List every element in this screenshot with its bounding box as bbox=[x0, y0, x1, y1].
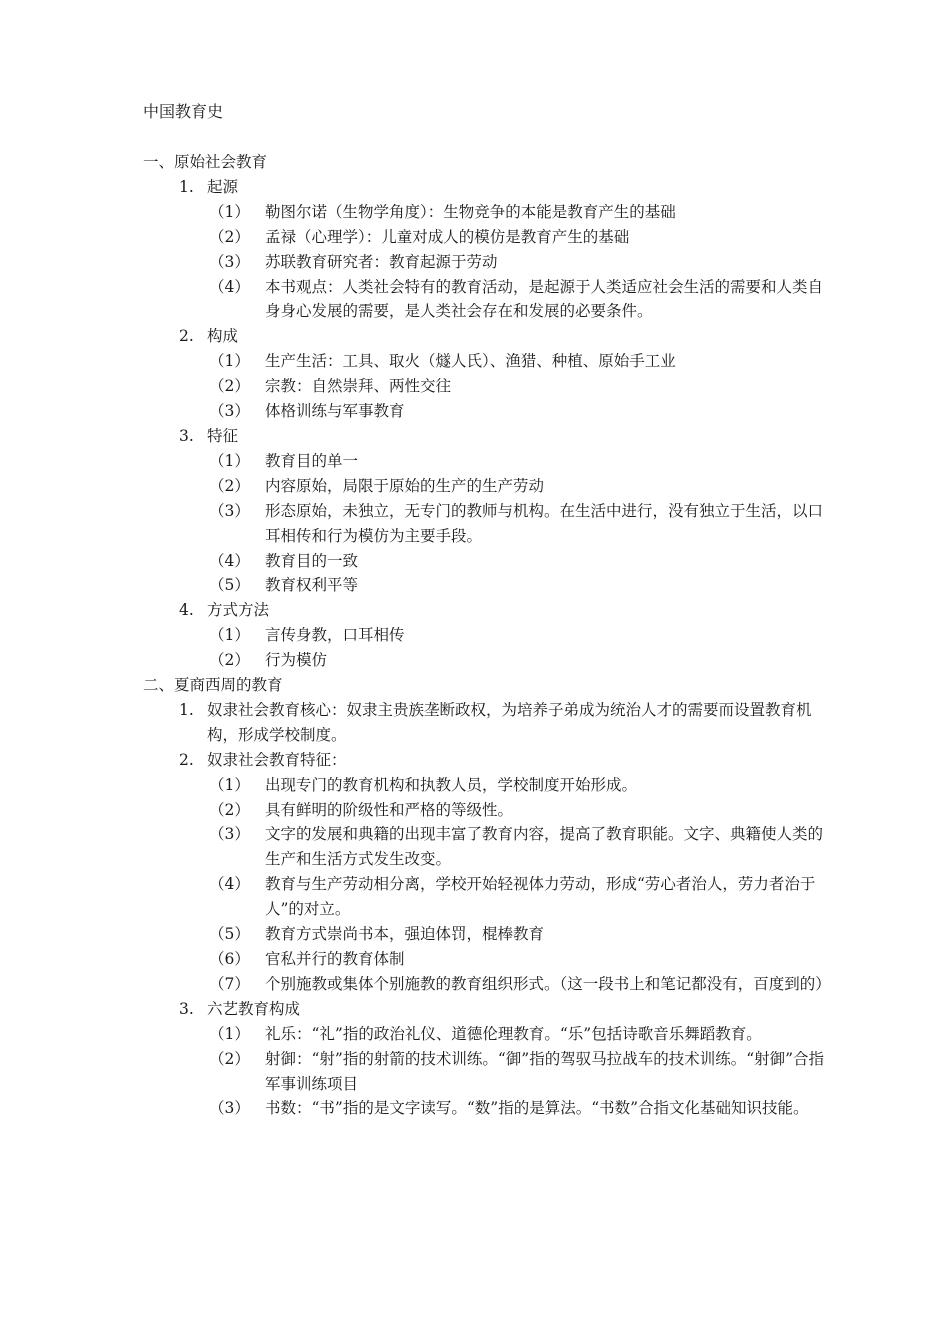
sub-item-number: （3） bbox=[209, 1099, 250, 1118]
sub-list-item bbox=[143, 399, 833, 424]
list-item bbox=[143, 424, 833, 449]
list-item bbox=[143, 175, 833, 200]
sub-item-text: 具有鲜明的阶级性和严格的等级性。 bbox=[265, 800, 514, 819]
sub-item-number: （1） bbox=[209, 775, 250, 794]
sub-item-text: 射御：“射”指的射箭的技术训练。“御”指的驾驭马拉战车的技术训练。“射御”合指军事训练项目 bbox=[265, 1049, 825, 1093]
sub-item-number: （4） bbox=[209, 551, 250, 570]
list-item bbox=[143, 997, 833, 1022]
sub-item-text: 宗教：自然崇拜、两性交往 bbox=[265, 377, 452, 396]
sub-item-text: 教育方式崇尚书本，强迫体罚，棍棒教育 bbox=[265, 925, 545, 944]
sub-item-number: （6） bbox=[209, 950, 250, 968]
sub-item-text: 生产生活：工具、取火（燧人氏）、渔猎、种植、原始手工业 bbox=[265, 352, 676, 371]
sub-item-text: 文字的发展和典籍的出现丰富了教育内容，提高了教育职能。文字、典籍使人类的生产和生活方式发生改变。 bbox=[265, 825, 824, 869]
sub-item-text: 书数：“书”指的是文字读写。“数”指的是算法。“书数”合指文化基础知识技能。 bbox=[265, 1099, 809, 1118]
item-label: 奴隶社会教育特征： bbox=[207, 750, 347, 769]
list-item bbox=[143, 698, 833, 748]
sub-item-text: 教育目的单一 bbox=[265, 451, 359, 470]
section-heading: 二、夏商西周的教育 bbox=[143, 676, 283, 695]
sub-item-text: 官私并行的教育体制 bbox=[265, 950, 405, 968]
item-number: 1. bbox=[179, 700, 194, 719]
sub-item-number: （1） bbox=[209, 1024, 250, 1043]
item-label: 六艺教育构成 bbox=[207, 999, 301, 1018]
sub-item-number: （4） bbox=[209, 277, 250, 296]
sub-item-number: （5） bbox=[209, 925, 250, 944]
sub-list-item bbox=[143, 1096, 833, 1121]
sub-list-item bbox=[143, 374, 833, 399]
sub-item-text: 出现专门的教育机构和执教人员，学校制度开始形成。 bbox=[265, 775, 638, 794]
item-number: 2. bbox=[179, 750, 194, 769]
section-heading: 一、原始社会教育 bbox=[143, 153, 268, 171]
sub-item-text: 礼乐：“礼”指的政治礼仪、道德伦理教育。“乐”包括诗歌音乐舞蹈教育。 bbox=[265, 1024, 762, 1043]
sub-list-item bbox=[143, 872, 833, 922]
sub-item-text: 苏联教育研究者：教育起源于劳动 bbox=[265, 252, 498, 271]
sub-item-text: 行为模仿 bbox=[265, 651, 328, 670]
sub-item-text: 个别施教或集体个别施教的教育组织形式。（这一段书上和笔记都没有，百度到的） bbox=[265, 974, 831, 993]
sub-item-number: （1） bbox=[209, 202, 250, 221]
sub-list-item bbox=[143, 549, 833, 574]
sub-item-number: （7） bbox=[209, 974, 250, 993]
sub-item-text: 教育与生产劳动相分离，学校开始轻视体力劳动，形成“劳心者治人，劳力者治于人”的对立。 bbox=[265, 875, 816, 919]
sub-list-item bbox=[143, 474, 833, 499]
sub-item-text: 本书观点：人类社会特有的教育活动，是起源于人类适应社会生活的需要和人类自身身心发展的需要，是人类社会存在和发展的必要条件。 bbox=[265, 277, 824, 321]
sub-item-text: 勒图尔诺（生物学角度）：生物竞争的本能是教育产生的基础 bbox=[265, 202, 676, 221]
sub-item-number: （2） bbox=[209, 377, 250, 396]
sub-list-item bbox=[143, 947, 833, 972]
item-number: 2. bbox=[179, 327, 194, 346]
sub-list-item bbox=[143, 449, 833, 474]
sub-item-number: （2） bbox=[209, 651, 250, 670]
sub-item-number: （2） bbox=[209, 227, 250, 246]
list-item bbox=[143, 598, 833, 623]
item-label: 起源 bbox=[207, 177, 239, 196]
sub-item-number: （4） bbox=[209, 875, 250, 894]
sub-item-number: （3） bbox=[209, 402, 250, 421]
sub-list-item bbox=[143, 573, 833, 598]
sub-item-text: 孟禄（心理学）：儿童对成人的模仿是教育产生的基础 bbox=[265, 227, 630, 246]
sub-item-number: （3） bbox=[209, 825, 250, 844]
sub-list-item bbox=[143, 623, 833, 648]
sub-item-number: （2） bbox=[209, 800, 250, 819]
item-label: 奴隶社会教育核心：奴隶主贵族垄断政权，为培养子弟成为统治人才的需要而设置教育机构，形成学校制度。 bbox=[207, 700, 812, 744]
sub-list-item bbox=[143, 822, 833, 872]
document-title: 中国教育史 bbox=[143, 102, 224, 121]
item-label: 方式方法 bbox=[207, 601, 270, 620]
item-number: 4. bbox=[179, 601, 194, 620]
sub-item-number: （2） bbox=[209, 476, 250, 495]
list-item bbox=[143, 324, 833, 349]
sub-list-item bbox=[143, 225, 833, 250]
sub-list-item bbox=[143, 250, 833, 275]
sub-list-item bbox=[143, 499, 833, 549]
item-number: 3. bbox=[179, 999, 194, 1018]
sub-list-item bbox=[143, 648, 833, 673]
sub-item-number: （3） bbox=[209, 501, 250, 520]
sub-list-item bbox=[143, 349, 833, 374]
item-label: 特征 bbox=[207, 426, 239, 445]
sub-item-text: 教育目的一致 bbox=[265, 551, 359, 570]
sub-item-number: （1） bbox=[209, 451, 250, 470]
item-number: 1. bbox=[179, 177, 194, 196]
sub-item-number: （1） bbox=[209, 626, 250, 645]
sub-item-number: （1） bbox=[209, 352, 250, 371]
sub-item-text: 形态原始，未独立，无专门的教师与机构。在生活中进行，没有独立于生活，以口耳相传和行为模仿为主要手段。 bbox=[265, 501, 824, 545]
sub-item-text: 内容原始，局限于原始的生产的生产劳动 bbox=[265, 476, 545, 495]
sub-list-item bbox=[143, 922, 833, 947]
list-item bbox=[143, 748, 833, 773]
sub-list-item bbox=[143, 200, 833, 225]
sub-item-number: （5） bbox=[209, 576, 250, 595]
sub-list-item bbox=[143, 773, 833, 798]
item-number: 3. bbox=[179, 426, 194, 445]
document-body bbox=[143, 150, 833, 1121]
sub-list-item bbox=[143, 972, 833, 997]
sub-item-number: （2） bbox=[209, 1049, 250, 1068]
sub-list-item bbox=[143, 798, 833, 823]
sub-list-item bbox=[143, 1047, 833, 1097]
sub-item-text: 教育权利平等 bbox=[265, 576, 359, 595]
sub-item-text: 言传身教，口耳相传 bbox=[265, 626, 405, 645]
sub-list-item bbox=[143, 275, 833, 325]
sub-item-text: 体格训练与军事教育 bbox=[265, 402, 405, 421]
item-label: 构成 bbox=[207, 327, 239, 346]
sub-list-item bbox=[143, 1022, 833, 1047]
sub-item-number: （3） bbox=[209, 252, 250, 271]
